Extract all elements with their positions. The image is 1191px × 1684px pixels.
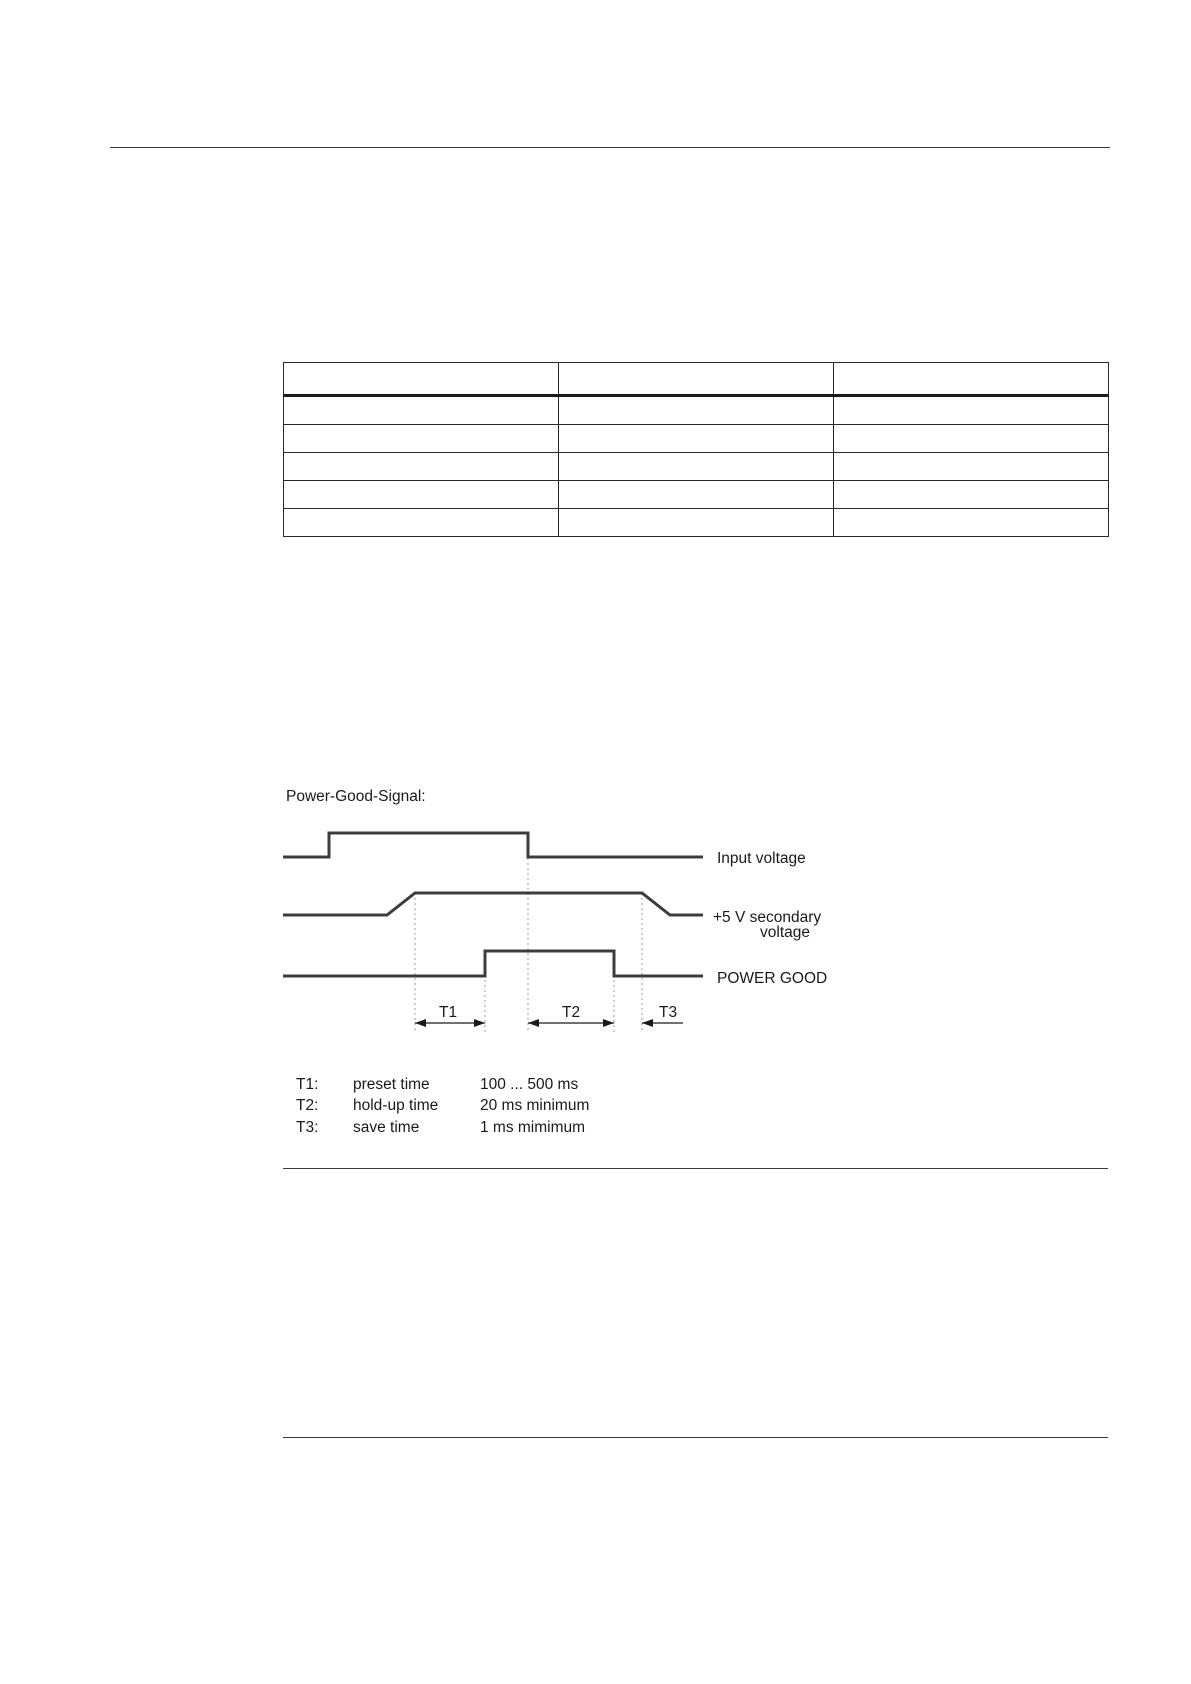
table-cell (284, 509, 559, 537)
t2-arrow-head-left (528, 1019, 539, 1027)
legend-name: preset time (353, 1075, 430, 1093)
t1-label: T1 (439, 1004, 458, 1021)
legend-label: T2: (296, 1097, 319, 1115)
input-voltage-label: Input voltage (717, 850, 806, 867)
table-cell (558, 425, 833, 453)
timing-legend (296, 1074, 640, 1139)
table-row (284, 396, 1109, 425)
table-cell (284, 481, 559, 509)
section-rule (283, 1437, 1108, 1438)
table-cell (558, 509, 833, 537)
t3-label: T3 (659, 1004, 678, 1021)
power-good-waveform (283, 951, 703, 976)
spec-table (283, 362, 1109, 537)
table-header-cell (833, 363, 1108, 396)
table-row (284, 481, 1109, 509)
diagram-title: Power-Good-Signal: (286, 788, 426, 805)
secondary-voltage-label: +5 V secondary (713, 909, 822, 926)
table-cell (833, 481, 1108, 509)
table-cell (833, 396, 1108, 425)
power-good-label: POWER GOOD (717, 970, 828, 987)
t2-label: T2 (562, 1004, 581, 1021)
legend-label: T1: (296, 1075, 319, 1093)
table-row (284, 425, 1109, 453)
table-cell (284, 425, 559, 453)
table-header-row (284, 363, 1109, 396)
legend-name: hold-up time (353, 1097, 439, 1115)
table-row (284, 509, 1109, 537)
table-cell (284, 453, 559, 481)
legend-row (296, 1117, 640, 1139)
legend-row (296, 1074, 640, 1096)
section-rule (283, 1168, 1108, 1169)
table-header-cell (558, 363, 833, 396)
t2-arrow-head-right (603, 1019, 614, 1027)
legend-value: 1 ms mimimum (480, 1118, 586, 1136)
legend-name: save time (353, 1118, 420, 1136)
table-cell (833, 425, 1108, 453)
table-cell (833, 509, 1108, 537)
t1-arrow-head-right (474, 1019, 485, 1027)
t3-arrow-head-left (642, 1019, 653, 1027)
legend-label: T3: (296, 1118, 319, 1136)
legend-value: 100 ... 500 ms (480, 1075, 579, 1093)
legend-row (296, 1096, 640, 1118)
secondary-voltage-waveform (283, 893, 703, 915)
table-cell (558, 453, 833, 481)
table-cell (833, 453, 1108, 481)
table-header-cell (284, 363, 559, 396)
secondary-voltage-label-2: voltage (760, 924, 810, 941)
table-row (284, 453, 1109, 481)
header-rule (110, 147, 1110, 148)
legend-value: 20 ms minimum (480, 1097, 590, 1115)
t1-arrow-head-left (415, 1019, 426, 1027)
table-cell (284, 396, 559, 425)
table-cell (558, 481, 833, 509)
table-cell (558, 396, 833, 425)
input-voltage-waveform (283, 833, 703, 857)
